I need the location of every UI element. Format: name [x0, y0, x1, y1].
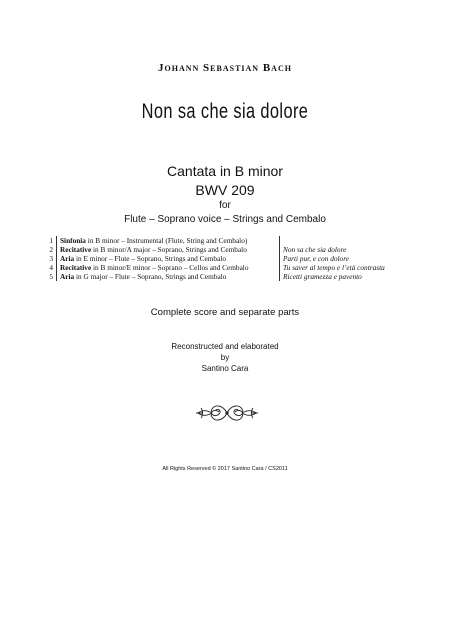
table-row: [42, 254, 388, 263]
table-row: [42, 236, 388, 245]
movement-number: 5: [42, 272, 57, 281]
movement-text: Parti pur, e con dolore: [283, 254, 350, 263]
movement-form: Aria: [60, 272, 75, 281]
cantata-key: Cantata in B minor: [167, 163, 283, 179]
movement-form: Recitative: [60, 245, 92, 254]
movement-text: Ricetti gramezza e pavento: [283, 272, 362, 281]
composer-name: Johann Sebastian Bach: [158, 62, 292, 74]
table-row: [42, 272, 388, 281]
credit-line: Reconstructed and elaborated: [171, 342, 279, 351]
movement-number: 1: [42, 236, 57, 245]
movement-description: [57, 254, 280, 263]
movement-detail: in B minor – Instrumental (Flute, String and Cembalo): [85, 236, 248, 245]
movement-text: Tu saver al tempo e l’età contrasta: [283, 263, 385, 272]
movement-form: Aria: [60, 254, 75, 263]
movement-number: 4: [42, 263, 57, 272]
credit-by: by: [220, 353, 230, 362]
for-label: for: [219, 200, 231, 211]
complete-score-note: Complete score and separate parts: [150, 307, 300, 318]
copyright-notice: All Rights Reserved © 2017 Santino Cara / CS2011: [162, 466, 288, 472]
movement-text: Non sa che sia dolore: [283, 245, 347, 254]
movement-number: 3: [42, 254, 57, 263]
movement-description: [57, 272, 280, 281]
movements-table: [42, 236, 388, 281]
work-title: Non sa che sia dolore: [141, 100, 309, 123]
movement-detail: in G major – Flute – Soprano, Strings and Cembalo: [74, 272, 227, 281]
bwv-number: BWV 209: [195, 182, 255, 198]
movement-detail: in B minor/A major – Soprano, Strings and Cembalo: [91, 245, 247, 254]
movement-description: [57, 245, 280, 254]
movement-number: 2: [42, 245, 57, 254]
movement-description: [57, 263, 280, 272]
movement-detail: in E minor – Flute – Soprano, Strings and Cembalo: [74, 254, 226, 263]
table-row: [42, 245, 388, 254]
movement-form: Recitative: [60, 263, 92, 272]
movement-detail: in B minor/E minor – Soprano – Cellos and Cembalo: [91, 263, 249, 272]
instrumentation: Flute – Soprano voice – Strings and Cembalo: [124, 214, 326, 225]
movement-text: [280, 236, 388, 245]
movement-form: Sinfonia: [60, 236, 86, 245]
flourish-ornament-icon: [195, 400, 259, 426]
table-row: [42, 263, 388, 272]
movement-description: [57, 236, 280, 245]
credit-author: Santino Cara: [201, 364, 249, 373]
